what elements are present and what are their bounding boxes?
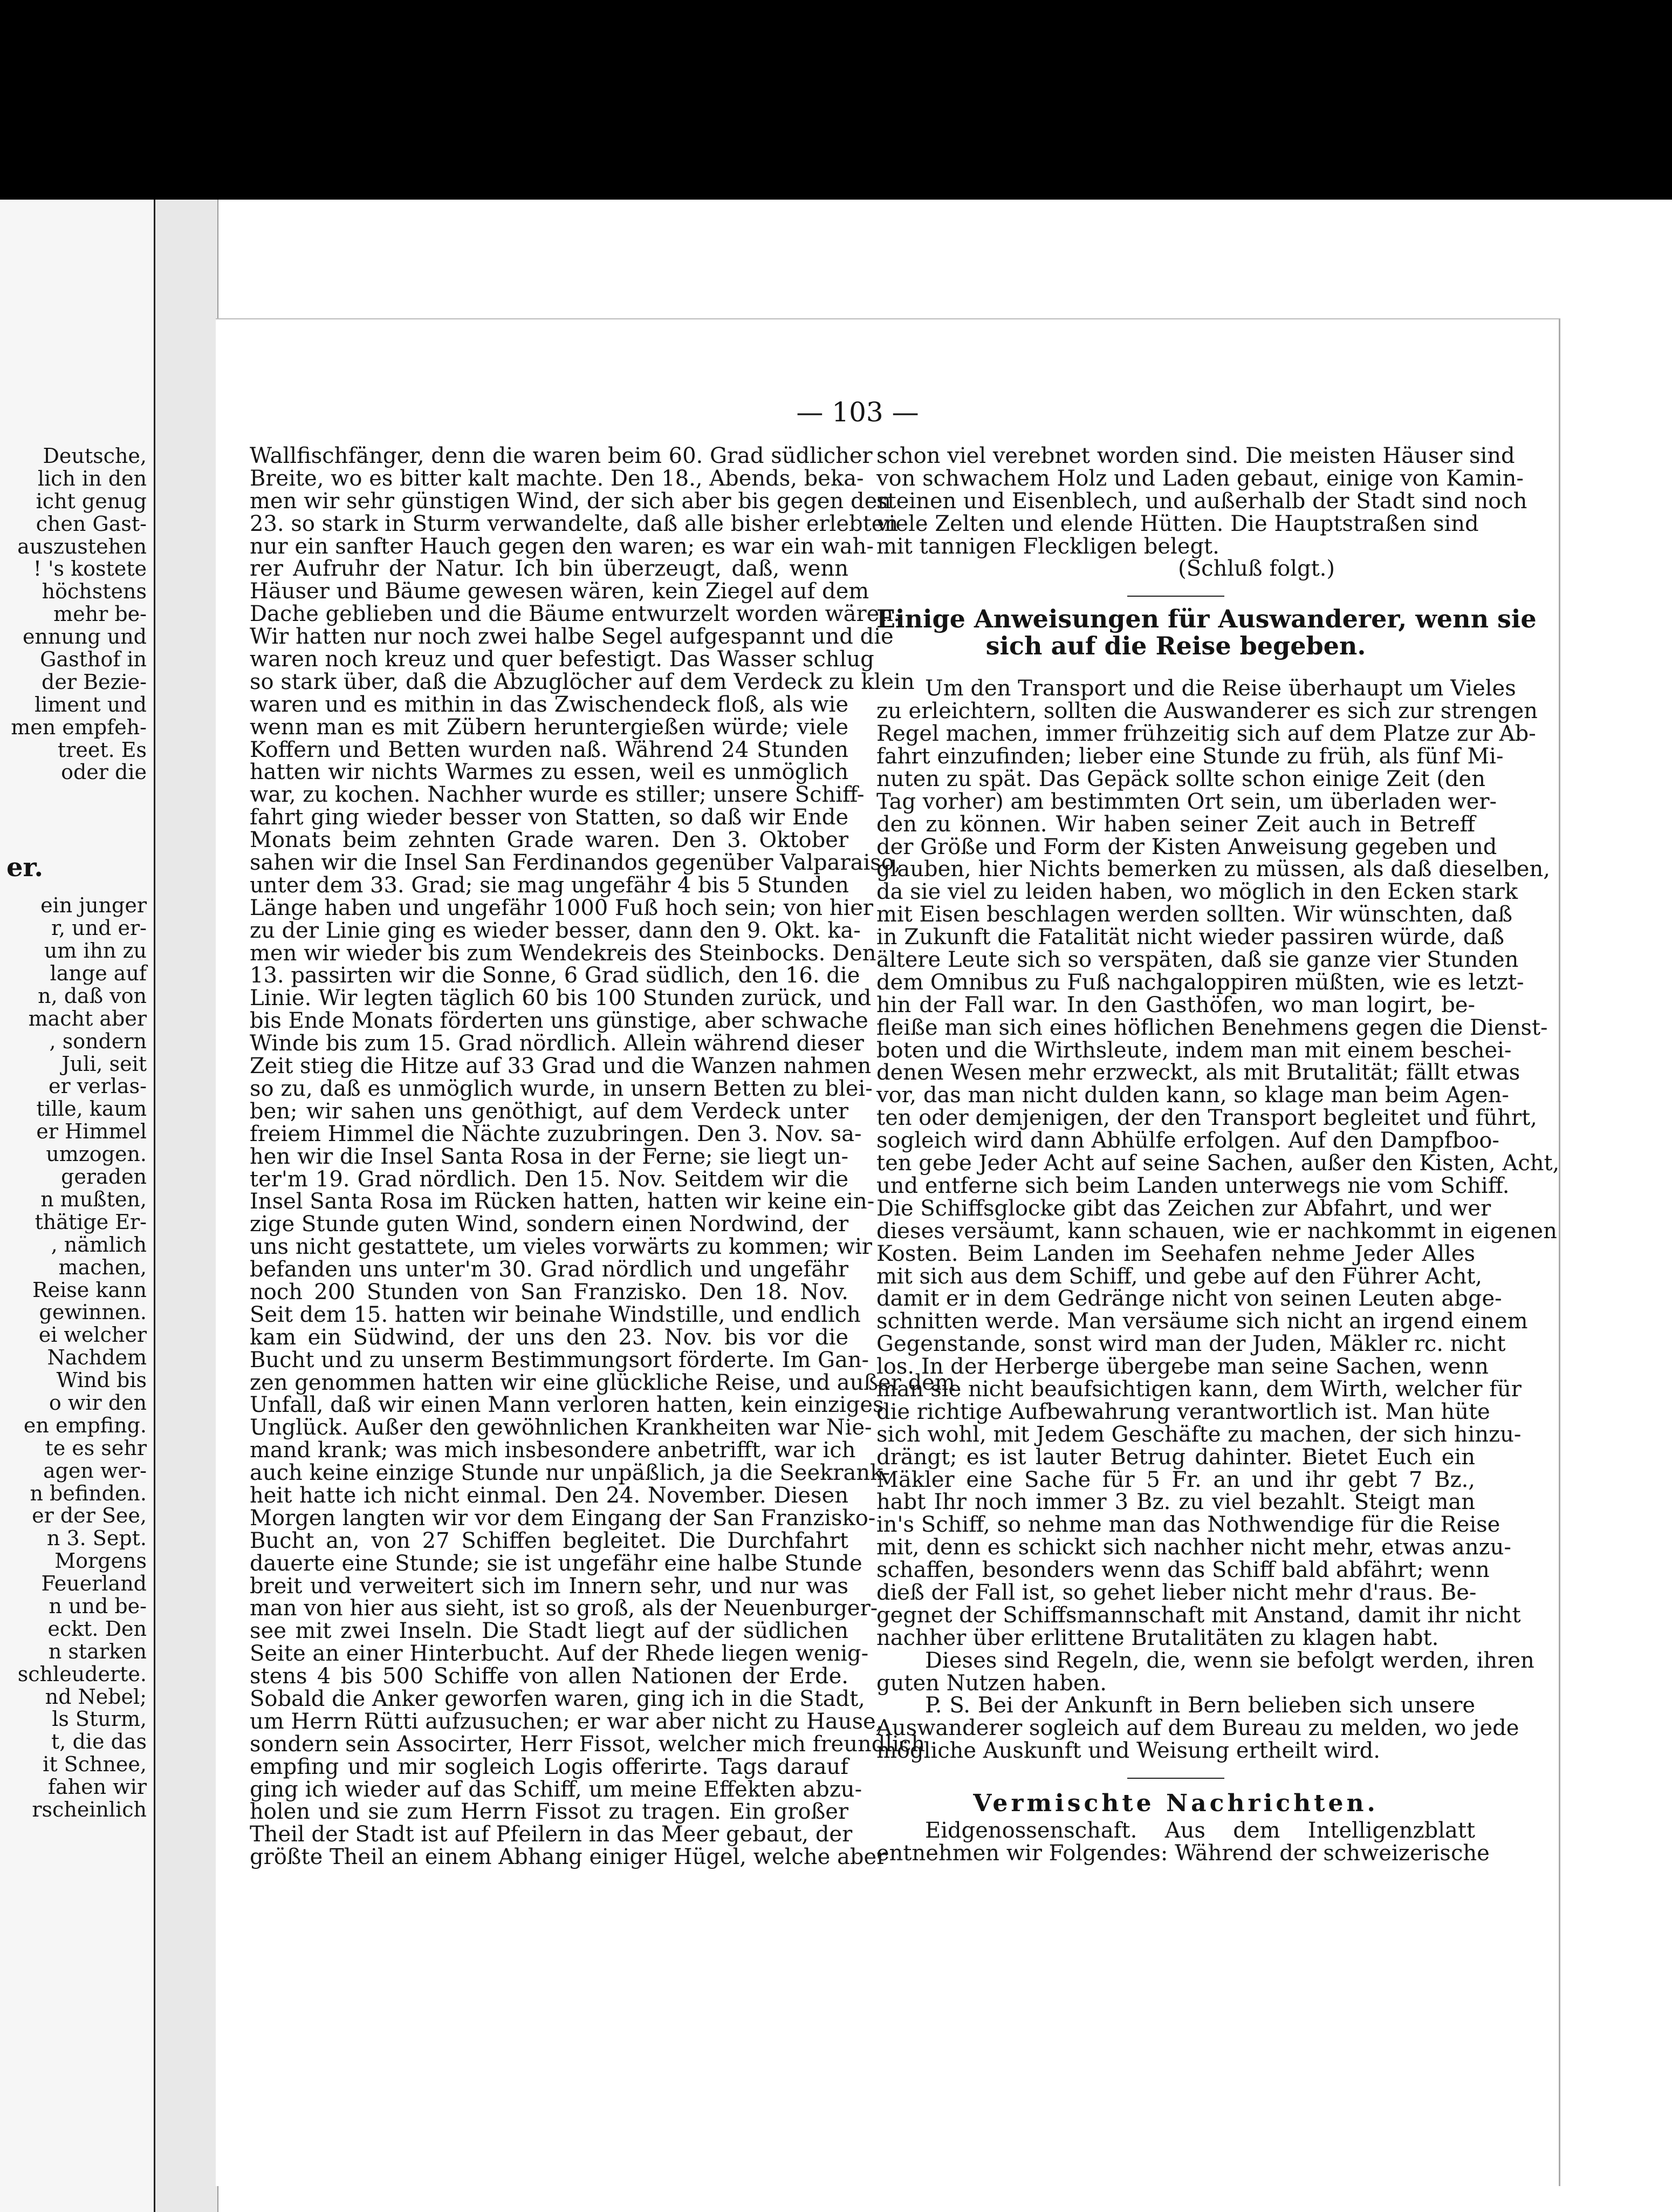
left-fragment-line: um ihn zu bbox=[44, 939, 147, 963]
text-line: 13. passirten wir die Sonne, 6 Grad südlich, den 16. die bbox=[250, 963, 860, 988]
left-fragment-line: Feuerland bbox=[41, 1572, 147, 1596]
text-line: mit tannigen Fleckligen belegt. bbox=[876, 534, 1219, 559]
left-fragment-line: schleuderte. bbox=[17, 1662, 147, 1686]
text-line: in's Schiff, so nehme man das Nothwendige für die Reise bbox=[876, 1512, 1500, 1538]
text-line: nuten zu spät. Das Gepäck sollte schon einige Zeit (den bbox=[876, 766, 1485, 791]
left-fragment-line: nd Nebel; bbox=[45, 1684, 147, 1709]
left-fragment-line: ennung und bbox=[22, 625, 147, 649]
text-line: vor, das man nicht dulden kann, so klage man beim Agen- bbox=[876, 1083, 1509, 1108]
left-fragment-line: er Himmel bbox=[36, 1119, 147, 1144]
text-line: Tag vorher) am bestimmten Ort sein, um überladen wer- bbox=[876, 789, 1497, 814]
left-fragment-line: n, daß von bbox=[38, 984, 147, 1008]
text-line: Häuser und Bäume gewesen wären, kein Ziegel auf dem bbox=[250, 579, 869, 604]
left-fragment-lines-bottom bbox=[0, 895, 147, 1821]
text-line: Unfall, daß wir einen Mann verloren hatten, kein einziges bbox=[250, 1392, 884, 1418]
text-line: ging ich wieder auf das Schiff, um meine Effekten abzu- bbox=[250, 1777, 862, 1802]
left-fragment-line: Gasthof in bbox=[40, 647, 147, 672]
left-fragment-line: n starken bbox=[48, 1639, 147, 1663]
text-line: bis Ende Monats förderten uns günstige, aber schwache bbox=[250, 1008, 868, 1034]
text-line: nur ein sanfter Hauch gegen den waren; es war ein wah- bbox=[250, 534, 874, 559]
text-line: P. S. Bei der Ankunft in Bern belieben sich unsere bbox=[925, 1693, 1475, 1718]
continuation-note: (Schluß folgt.) bbox=[1178, 556, 1335, 582]
text-line: fahrt ging wieder besser von Statten, so daß wir Ende bbox=[250, 805, 848, 830]
left-fragment-line: ei welcher bbox=[38, 1323, 147, 1347]
text-line: Seite an einer Hinterbucht. Auf der Rhede liegen wenig- bbox=[250, 1641, 869, 1667]
text-line: noch 200 Stunden von San Franzisko. Den 18. Nov. bbox=[250, 1279, 848, 1305]
text-line: glauben, hier Nichts bemerken zu müssen, als daß dieselben, bbox=[876, 857, 1550, 882]
text-line: waren noch kreuz und quer befestigt. Das Wasser schlug bbox=[250, 647, 874, 672]
text-line: Dieses sind Regeln, die, wenn sie befolgt werden, ihren bbox=[925, 1648, 1534, 1673]
article-rules-paragraph bbox=[876, 1648, 1534, 1696]
text-line: Dache geblieben und die Bäume entwurzelt worden wären. bbox=[250, 602, 900, 627]
text-line: mit sich aus dem Schiff, und gebe auf den Führer Acht, bbox=[876, 1264, 1483, 1289]
text-line: Um den Transport und die Reise überhaupt um Vieles bbox=[925, 676, 1516, 701]
text-line: Wallfischfänger, denn die waren beim 60. Grad südlicher bbox=[250, 443, 873, 468]
scan-border-top bbox=[0, 0, 1672, 200]
text-line: steinen und Eisenblech, und außerhalb der Stadt sind noch bbox=[876, 488, 1527, 514]
left-fragment-line: agen wer- bbox=[43, 1458, 147, 1483]
text-line: rer Aufruhr der Natur. Ich bin überzeugt, daß, wenn bbox=[250, 556, 848, 582]
left-fragment-line: Deutsche, bbox=[43, 444, 147, 468]
section-heading-news: Vermischte Nachrichten. bbox=[973, 1790, 1379, 1818]
text-line: um Herrn Rütti aufzusuchen; er war aber nicht zu Hause, bbox=[250, 1709, 883, 1734]
text-line: schaffen, besonders wenn das Schiff bald abfährt; wenn bbox=[876, 1558, 1490, 1583]
left-fragment-line: n mußten, bbox=[40, 1187, 147, 1211]
article-heading bbox=[876, 604, 1537, 661]
left-fragment-line: tille, kaum bbox=[36, 1097, 147, 1121]
left-fragment-line: er der See, bbox=[32, 1504, 147, 1528]
left-fragment-line: fahen wir bbox=[47, 1775, 147, 1799]
left-fragment-heading: er. bbox=[6, 852, 44, 883]
text-line: Morgen langten wir vor dem Eingang der San Franzisko- bbox=[250, 1505, 876, 1531]
left-fragment-line: höchstens bbox=[42, 579, 147, 604]
text-line: Bucht an, von 27 Schiffen begleitet. Die Durchfahrt bbox=[250, 1528, 848, 1553]
news-text bbox=[876, 1818, 1490, 1866]
left-fragment-line: gewinnen. bbox=[39, 1300, 147, 1325]
text-line: da sie viel zu leiden haben, wo möglich in den Ecken stark bbox=[876, 879, 1518, 905]
text-line: zige Stunde guten Wind, sondern einen Nordwind, der bbox=[250, 1212, 849, 1237]
article-body bbox=[876, 676, 1560, 1650]
left-page-fragment bbox=[0, 445, 147, 1821]
left-fragment-line: r, und er- bbox=[51, 916, 147, 940]
text-line: hen wir die Insel Santa Rosa in der Ferne; sie liegt un- bbox=[250, 1144, 848, 1169]
left-fragment-line: thätige Er- bbox=[35, 1210, 147, 1234]
heading-line: sich auf die Reise begeben. bbox=[985, 631, 1366, 661]
text-line: fahrt einzufinden; lieber eine Stunde zu früh, als fünf Mi- bbox=[876, 744, 1504, 769]
left-fragment-line: t, die das bbox=[51, 1730, 147, 1754]
text-line: fleiße man sich eines höflichen Benehmens gegen die Dienst- bbox=[876, 1015, 1548, 1040]
text-line: breit und verweitert sich im Innern sehr, und nur was bbox=[250, 1573, 848, 1599]
text-line: viele Zelten und elende Hütten. Die Hauptstraßen sind bbox=[876, 511, 1479, 536]
text-line: sahen wir die Insel San Ferdinandos gegenüber Valparaiso, bbox=[250, 850, 901, 876]
text-line: befanden uns unter'm 30. Grad nördlich und ungefähr bbox=[250, 1257, 848, 1282]
left-fragment-lines-top bbox=[0, 445, 147, 784]
left-fragment-line: oder die bbox=[61, 760, 147, 784]
text-line: men wir sehr günstigen Wind, der sich aber bis gegen den bbox=[250, 488, 892, 514]
text-line: mögliche Auskunft und Weisung ertheilt wird. bbox=[876, 1738, 1380, 1764]
text-line: dem Omnibus zu Fuß nachgaloppiren müßten, wie es letzt- bbox=[876, 970, 1524, 995]
text-line: Breite, wo es bitter kalt machte. Den 18., Abends, beka- bbox=[250, 466, 864, 491]
book-gutter bbox=[154, 200, 218, 2212]
text-line: empfing und mir sogleich Logis offerirte. Tags darauf bbox=[250, 1754, 848, 1779]
text-line: so zu, daß es unmöglich wurde, in unsern Betten zu blei- bbox=[250, 1076, 873, 1101]
text-line: entnehmen wir Folgendes: Während der schweizerische bbox=[876, 1840, 1490, 1866]
text-line: hin der Fall war. In den Gasthöfen, wo man logirt, be- bbox=[876, 992, 1475, 1018]
left-fragment-line: er verlas- bbox=[48, 1074, 147, 1098]
text-line: dauerte eine Stunde; sie ist ungefähr eine halbe Stunde bbox=[250, 1551, 862, 1576]
postscript-paragraph bbox=[876, 1693, 1519, 1764]
text-line: Sobald die Anker geworfen waren, ging ich in die Stadt, bbox=[250, 1686, 865, 1711]
text-line: Länge haben und ungefähr 1000 Fuß hoch sein; von hier bbox=[250, 895, 874, 920]
text-line: zu der Linie ging es wieder besser, dann den 9. Okt. ka- bbox=[250, 918, 861, 943]
text-line: Winde bis zum 15. Grad nördlich. Allein während dieser bbox=[250, 1031, 864, 1056]
text-line: mit Eisen beschlagen werden sollten. Wir wünschten, daß bbox=[876, 902, 1513, 927]
left-fragment-line: ! 's kostete bbox=[33, 557, 147, 581]
column-2 bbox=[876, 443, 1560, 1866]
left-fragment-line: n 3. Sept. bbox=[46, 1526, 147, 1551]
left-fragment-line: mehr be- bbox=[53, 602, 147, 626]
left-fragment-line: treet. Es bbox=[57, 738, 147, 762]
text-line: stens 4 bis 500 Schiffe von allen Nationen der Erde. bbox=[250, 1664, 848, 1689]
text-line: Eidgenossenschaft. Aus dem Intelligenzblatt bbox=[925, 1818, 1475, 1844]
text-line: nachher über erlittene Brutalitäten zu klagen habt. bbox=[876, 1625, 1439, 1650]
text-line: man von hier aus sieht, ist so groß, als der Neuenburger- bbox=[250, 1596, 878, 1621]
left-fragment-line: icht genug bbox=[36, 489, 147, 513]
text-line: damit er in dem Gedränge nicht von seinen Leuten abge- bbox=[876, 1286, 1502, 1312]
text-line: ben; wir sahen uns genöthigt, auf dem Verdeck unter bbox=[250, 1098, 848, 1124]
text-line: sondern sein Associrter, Herr Fissot, welcher mich freundlich bbox=[250, 1731, 926, 1757]
column-1 bbox=[250, 443, 955, 1870]
left-fragment-line: n und be- bbox=[49, 1594, 147, 1618]
left-fragment-line: chen Gast- bbox=[36, 511, 147, 536]
left-fragment-line: liment und bbox=[35, 692, 147, 716]
left-fragment-line: geraden bbox=[61, 1165, 147, 1189]
left-fragment-line: , sondern bbox=[49, 1029, 147, 1053]
text-line: mand krank; was mich insbesondere anbetrifft, war ich bbox=[250, 1438, 856, 1463]
text-line: auch keine einzige Stunde nur unpäßlich, ja die Seekrank- bbox=[250, 1460, 890, 1486]
text-line: schnitten werde. Man versäume sich nicht an irgend einem bbox=[876, 1309, 1528, 1334]
text-line: die richtige Aufbewahrung verantwortlich ist. Man hüte bbox=[876, 1399, 1490, 1424]
text-line: größte Theil an einem Abhang einiger Hügel, welche aber bbox=[250, 1845, 887, 1870]
text-line: Regel machen, immer frühzeitig sich auf dem Platze zur Ab- bbox=[876, 721, 1536, 747]
text-line: los. In der Herberge übergebe man seine Sachen, wenn bbox=[876, 1354, 1489, 1380]
heading-line: Einige Anweisungen für Auswanderer, wenn sie bbox=[876, 604, 1537, 634]
text-line: ter'm 19. Grad nördlich. Den 15. Nov. Seitdem wir die bbox=[250, 1166, 848, 1192]
text-line: so stark über, daß die Abzuglöcher auf dem Verdeck zu klein bbox=[250, 669, 915, 694]
text-line: Auswanderer sogleich auf dem Bureau zu melden, wo jede bbox=[876, 1716, 1519, 1741]
left-fragment-line: macht aber bbox=[28, 1006, 147, 1030]
left-fragment-line: lich in den bbox=[37, 466, 147, 490]
text-line: Die Schiffsglocke gibt das Zeichen zur Abfahrt, und wer bbox=[876, 1196, 1491, 1221]
text-line: der Größe und Form der Kisten Anweisung gegeben und bbox=[876, 834, 1497, 859]
text-line: ten gebe Jeder Acht auf seine Sachen, außer den Kisten, Acht, bbox=[876, 1151, 1560, 1176]
text-line: dieses versäumt, kann schauen, wie er nachkommt in eigenen bbox=[876, 1218, 1557, 1244]
text-line: boten und die Wirthsleute, indem man mit einem beschei- bbox=[876, 1037, 1512, 1063]
text-line: Koffern und Betten wurden naß. Während 24 Stunden bbox=[250, 737, 848, 762]
left-fragment-line: , nämlich bbox=[51, 1232, 147, 1257]
left-fragment-line: rscheinlich bbox=[32, 1797, 147, 1821]
text-line: waren und es mithin in das Zwischendeck floß, als wie bbox=[250, 692, 848, 717]
left-fragment-line: en empfing. bbox=[23, 1413, 147, 1437]
text-line: 23. so stark in Sturm verwandelte, daß alle bisher erlebten bbox=[250, 511, 899, 536]
section-rule-2 bbox=[1127, 1778, 1224, 1779]
page-number: — 103 — bbox=[796, 397, 919, 428]
text-line: in Zukunft die Fatalität nicht wieder passiren würde, daß bbox=[876, 925, 1504, 950]
column-2-intro-text bbox=[876, 443, 1527, 559]
left-fragment-line: auszustehen bbox=[17, 534, 147, 558]
text-line: Wir hatten nur noch zwei halbe Segel aufgespannt und die bbox=[250, 624, 894, 650]
left-fragment-line: eckt. Den bbox=[47, 1616, 147, 1641]
text-line: heit hatte ich nicht einmal. Den 24. November. Diesen bbox=[250, 1483, 848, 1508]
text-line: dieß der Fall ist, so gehet lieber nicht mehr d'raus. Be- bbox=[876, 1580, 1477, 1605]
text-line: habt Ihr noch immer 3 Bz. zu viel bezahlt. Steigt man bbox=[876, 1490, 1475, 1515]
text-line: denen Wesen mehr erzweckt, als mit Brutalität; fällt etwas bbox=[876, 1060, 1520, 1085]
text-line: sich wohl, mit Jedem Geschäfte zu machen, der sich hinzu- bbox=[876, 1422, 1522, 1447]
left-fragment-line: lange auf bbox=[50, 961, 147, 986]
text-line: Bucht und zu unserm Bestimmungsort förderte. Im Gan- bbox=[250, 1347, 869, 1373]
text-line: und entferne sich beim Landen unterwegs nie vom Schiff. bbox=[876, 1173, 1510, 1198]
text-line: Linie. Wir legten täglich 60 bis 100 Stunden zurück, und bbox=[250, 986, 872, 1011]
left-fragment-line: ls Sturm, bbox=[52, 1707, 147, 1731]
text-line: wenn man es mit Zübern heruntergießen würde; viele bbox=[250, 714, 848, 740]
section-rule bbox=[1127, 596, 1224, 597]
text-line: see mit zwei Inseln. Die Stadt liegt auf der südlichen bbox=[250, 1619, 848, 1644]
column-1-text bbox=[250, 443, 955, 1870]
text-line: Unglück. Außer den gewöhnlichen Krankheiten war Nie- bbox=[250, 1415, 872, 1440]
text-line: ältere Leute sich so verspäten, daß sie ganze vier Stunden bbox=[876, 947, 1519, 973]
text-line: Zeit stieg die Hitze auf 33 Grad und die Wanzen nahmen bbox=[250, 1054, 872, 1079]
left-fragment-line: Morgens bbox=[54, 1549, 147, 1573]
left-fragment-line: ein junger bbox=[40, 893, 147, 918]
text-line: men wir wieder bis zum Wendekreis des Steinbocks. Den bbox=[250, 940, 876, 966]
text-line: schon viel verebnet worden sind. Die meisten Häuser sind bbox=[876, 443, 1515, 468]
text-line: guten Nutzen haben. bbox=[876, 1670, 1107, 1696]
text-line: Kosten. Beim Landen im Seehafen nehme Jeder Alles bbox=[876, 1241, 1475, 1266]
left-fragment-line: it Schnee, bbox=[43, 1752, 147, 1777]
text-line: drängt; es ist lauter Betrug dahinter. Bietet Euch ein bbox=[876, 1444, 1475, 1470]
text-line: Insel Santa Rosa im Rücken hatten, hatten wir keine ein- bbox=[250, 1189, 875, 1214]
text-line: Mäkler eine Sache für 5 Fr. an und ihr gebt 7 Bz., bbox=[876, 1467, 1475, 1492]
text-line: mit, denn es schickt sich nachher nicht mehr, etwas anzu- bbox=[876, 1535, 1511, 1560]
text-line: sogleich wird dann Abhülfe erfolgen. Auf den Dampfboo- bbox=[876, 1128, 1499, 1153]
left-fragment-line: o wir den bbox=[49, 1390, 147, 1415]
left-fragment-line: der Bezie- bbox=[42, 670, 147, 694]
left-fragment-line: Juli, seit bbox=[61, 1052, 147, 1076]
left-fragment-line: Wind bis bbox=[56, 1368, 147, 1392]
text-line: ten oder demjenigen, der den Transport begleitet und führt, bbox=[876, 1105, 1537, 1131]
left-fragment-line: umzogen. bbox=[46, 1142, 147, 1166]
left-fragment-line: te es sehr bbox=[45, 1436, 147, 1460]
left-fragment-line: n befinden. bbox=[30, 1481, 147, 1505]
text-line: Seit dem 15. hatten wir beinahe Windstille, und endlich bbox=[250, 1302, 861, 1327]
text-line: Monats beim zehnten Grade waren. Den 3. Oktober bbox=[250, 828, 848, 853]
text-line: freiem Himmel die Nächte zuzubringen. Den 3. Nov. sa- bbox=[250, 1121, 862, 1146]
left-fragment-line: machen, bbox=[58, 1255, 147, 1279]
text-line: man sie nicht beaufsichtigen kann, dem Wirth, welcher für bbox=[876, 1376, 1522, 1402]
text-line: den zu können. Wir haben seiner Zeit auch in Betreff bbox=[876, 811, 1475, 837]
left-fragment-line: Reise kann bbox=[32, 1278, 147, 1302]
text-line: zen genommen hatten wir eine glückliche Reise, und außer dem bbox=[250, 1370, 955, 1395]
text-line: war, zu kochen. Nachher wurde es stiller; unsere Schiff- bbox=[250, 782, 865, 808]
left-fragment-line: Nachdem bbox=[47, 1346, 147, 1370]
text-line: von schwachem Holz und Laden gebaut, einige von Kamin- bbox=[876, 466, 1524, 491]
text-line: uns nicht gestattete, um vieles vorwärts zu kommen; wir bbox=[250, 1234, 873, 1260]
text-line: kam ein Südwind, der uns den 23. Nov. bis vor die bbox=[250, 1325, 848, 1350]
left-fragment-line: men empfeh- bbox=[11, 715, 147, 739]
text-line: gegnet der Schiffsmannschaft mit Anstand, damit ihr nicht bbox=[876, 1602, 1521, 1628]
text-line: zu erleichtern, sollten die Auswanderer es sich zur strengen bbox=[876, 699, 1538, 724]
text-line: holen und sie zum Herrn Fissot zu tragen. Ein großer bbox=[250, 1799, 848, 1825]
text-line: unter dem 33. Grad; sie mag ungefähr 4 bis 5 Stunden bbox=[250, 872, 849, 898]
text-line: Theil der Stadt ist auf Pfeilern in das Meer gebaut, der bbox=[250, 1822, 853, 1847]
text-line: Gegenstande, sonst wird man der Juden, Mäkler rc. nicht bbox=[876, 1332, 1506, 1357]
text-line: hatten wir nichts Warmes zu essen, weil es unmöglich bbox=[250, 760, 848, 785]
